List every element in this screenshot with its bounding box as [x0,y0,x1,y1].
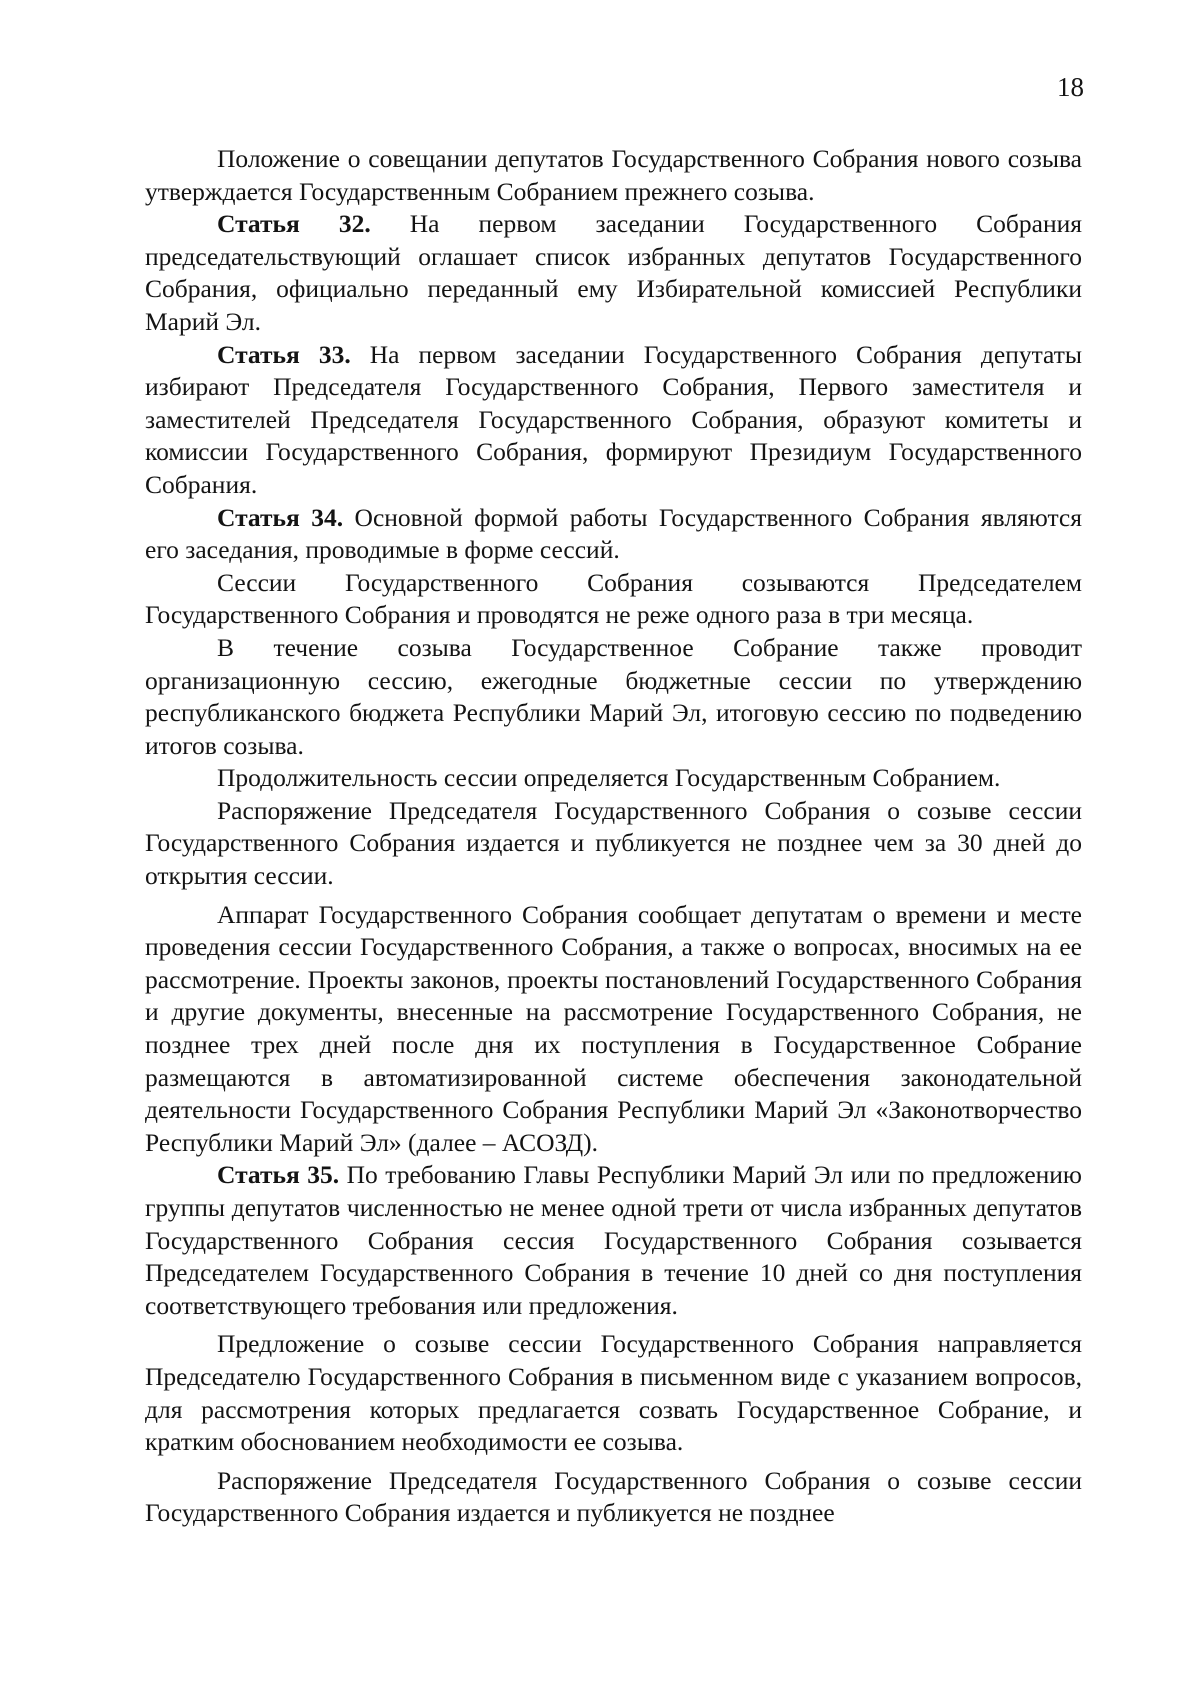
paragraph [145,143,1082,208]
paragraph-text: Предложение о созыве сессии Государственного Собрания направляется Председателю Государственного Собрания в письменном виде с указанием вопросов, для рассмотрения которых предлагается созвать Государственное Собрание, и кратким обоснованием необходимости ее созыва. [145,1329,1082,1457]
paragraph [145,762,1082,795]
paragraph [145,795,1082,893]
paragraph [145,632,1082,762]
paragraph [145,1328,1082,1458]
article-heading: Статья 35. [217,1160,340,1190]
paragraph-text: По требованию Главы Республики Марий Эл или по предложению группы депутатов численностью не менее одной трети от числа избранных депутатов Государственного Собрания сессия Государственного Собрания созывается Председателем Государственного Собрания в течение 10 дней со дня поступления соответствующего требования или предложения. [145,1160,1082,1320]
paragraph [145,1465,1082,1530]
paragraph-text: Аппарат Государственного Собрания сообщает депутатам о времени и месте проведения сессии Государственного Собрания, а также о вопросах, вносимых на ее рассмотрение. Проекты законов, проекты постановлений Государственного Собрания и другие документы, внесенные на рассмотрение Государственного Собрания, не позднее трех дней после дня их поступления в Государственное Собрание размещаются в автоматизированной системе обеспечения законодательной деятельности Государственного Собрания Республики Марий Эл «Законотворчество Республики Марий Эл» (далее – АСОЗД). [145,899,1082,1157]
article-heading: Статья 32. [217,209,371,239]
paragraph-article-33 [145,339,1082,502]
paragraph-text: Сессии Государственного Собрания созываются Председателем Государственного Собрания и проводятся не реже одного раза в три месяца. [145,567,1082,630]
paragraph-text: Основной формой работы Государственного Собрания являются его заседания, проводимые в форме сессий. [145,502,1082,565]
paragraph-text: Распоряжение Председателя Государственного Собрания о созыве сессии Государственного Собрания издается и публикуется не позднее чем за 30 дней до открытия сессии. [145,795,1082,891]
document-body [145,143,1082,1530]
paragraph [145,567,1082,632]
paragraph-text: На первом заседании Государственного Собрания председательствующий оглашает список избранных депутатов Государственного Собрания, официально переданный ему Избирательной комиссией Республики Марий Эл. [145,209,1082,336]
paragraph-text: Распоряжение Председателя Государственного Собрания о созыве сессии Государственного Собрания издается и публикуется не позднее [145,1465,1082,1528]
page-number: 18 [1057,72,1084,102]
article-heading: Статья 34. [217,502,344,532]
paragraph-text: В течение созыва Государственное Собрание также проводит организационную сессию, ежегодные бюджетные сессии по утверждению республиканского бюджета Республики Марий Эл, итоговую сессию по подведению итогов созыва. [145,632,1082,760]
paragraph-text: Положение о совещании депутатов Государственного Собрания нового созыва утверждается Государственным Собранием прежнего созыва. [145,144,1082,206]
paragraph-text: На первом заседании Государственного Собрания депутаты избирают Председателя Государственного Собрания, Первого заместителя и заместителей Председателя Государственного Собрания, образуют комитеты и комиссии Государственного Собрания, формируют Президиум Государственного Собрания. [145,339,1082,499]
paragraph [145,899,1082,1160]
paragraph-article-32 [145,208,1082,338]
article-heading: Статья 33. [217,339,351,369]
paragraph-article-34 [145,502,1082,567]
paragraph-text: Продолжительность сессии определяется Государственным Собранием. [217,763,1001,793]
paragraph-article-35 [145,1159,1082,1322]
